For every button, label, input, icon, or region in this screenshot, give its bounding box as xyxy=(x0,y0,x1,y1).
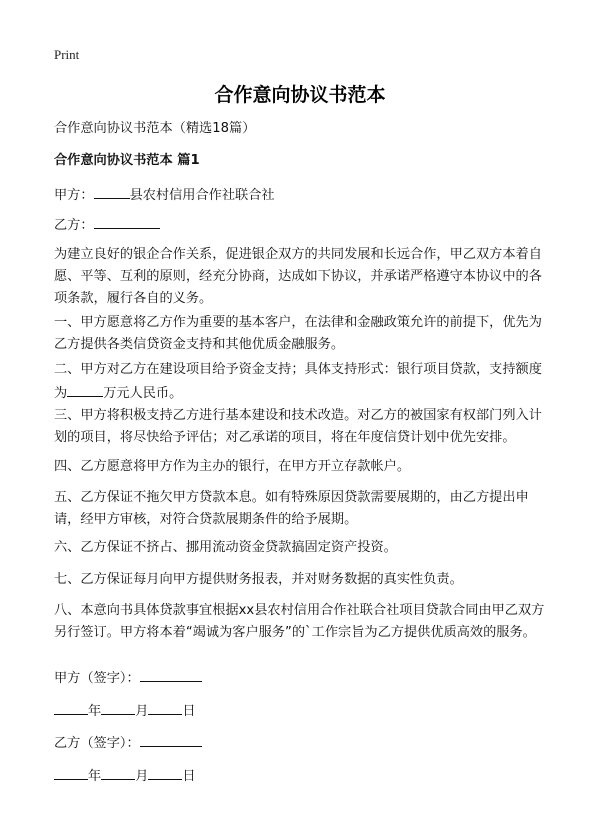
amount-blank xyxy=(67,381,103,397)
signature-a-blank xyxy=(140,666,202,682)
clause-5: 五、乙方保证不拖欠甲方贷款本息。如有特殊原因贷款需要展期的，由乙方提出申请，经甲方审核，对符合贷款展期条件的给予展期。 xyxy=(54,490,529,527)
year-label: 年 xyxy=(88,769,102,784)
party-a-line xyxy=(54,183,554,207)
party-b-blank xyxy=(94,213,160,229)
date-b-line xyxy=(54,764,554,788)
month-blank xyxy=(101,699,135,715)
day-label: 日 xyxy=(182,769,196,784)
signature-b-line xyxy=(54,731,554,755)
clause-2-unit: 万元人民币。 xyxy=(103,386,183,401)
signature-b-blank xyxy=(140,731,202,747)
year-blank xyxy=(54,764,88,780)
month-label: 月 xyxy=(135,704,149,719)
party-a-label: 甲方： xyxy=(54,188,94,203)
year-label: 年 xyxy=(88,704,102,719)
party-a-name: 县农村信用合作社联合社 xyxy=(129,188,275,203)
signature-a-label: 甲方（签字）： xyxy=(54,671,140,686)
party-b-label: 乙方： xyxy=(54,218,94,233)
clause-3: 三、甲方将积极支持乙方进行基本建设和技术改造。对乙方的被国家有权部门列入计划的项目，将尽快给予评估；对乙承诺的项目，将在年度信贷计划中优先安排。 xyxy=(54,408,542,445)
clause-4: 四、乙方愿意将甲方作为主办的银行，在甲方开立存款帐户。 xyxy=(54,459,411,474)
signature-b-label: 乙方（签字）： xyxy=(54,736,140,751)
clause-2-text: 二、甲方对乙方在建设项目给予资金支持；具体支持形式：银行项目贷款，支持额度为 xyxy=(54,362,542,401)
section-heading: 合作意向协议书范本 篇1 xyxy=(54,153,200,168)
signature-a-line xyxy=(54,666,554,690)
month-label: 月 xyxy=(135,769,149,784)
year-blank xyxy=(54,699,88,715)
clause-6: 六、乙方保证不挤占、挪用流动资金贷款搞固定资产投资。 xyxy=(54,540,397,555)
print-link[interactable]: Print xyxy=(54,47,80,62)
party-a-blank xyxy=(94,183,130,199)
clause-8: 八、本意向书具体贷款事宜根据xx县农村信用合作社联合社项目贷款合同由甲乙双方另行签订。甲方将本着“竭诚为客户服务”的`工作宗旨为乙方提供优质高效的服务。 xyxy=(54,603,545,640)
document-subtitle: 合作意向协议书范本（精选18篇） xyxy=(54,121,256,136)
party-b-line xyxy=(54,213,554,237)
clause-1: 一、甲方愿意将乙方作为重要的基本客户，在法律和金融政策允许的前提下，优先为乙方提供各类信贷资金支持和其他优质金融服务。 xyxy=(54,315,542,352)
month-blank xyxy=(101,764,135,780)
day-label: 日 xyxy=(182,704,196,719)
page-title: 合作意向协议书范本 xyxy=(214,84,386,106)
clause-7: 七、乙方保证每月向甲方提供财务报表，并对财务数据的真实性负责。 xyxy=(54,572,463,587)
day-blank xyxy=(148,764,182,780)
intro-paragraph: 为建立良好的银企合作关系，促进银企双方的共同发展和长远合作，甲乙双方本着自愿、平等、互利的原则，经充分协商，达成如下协议，并承诺严格遵守本协议中的各项条款，履行各自的义务。 xyxy=(54,247,542,306)
clause-2 xyxy=(54,359,554,405)
date-a-line xyxy=(54,699,554,723)
day-blank xyxy=(148,699,182,715)
